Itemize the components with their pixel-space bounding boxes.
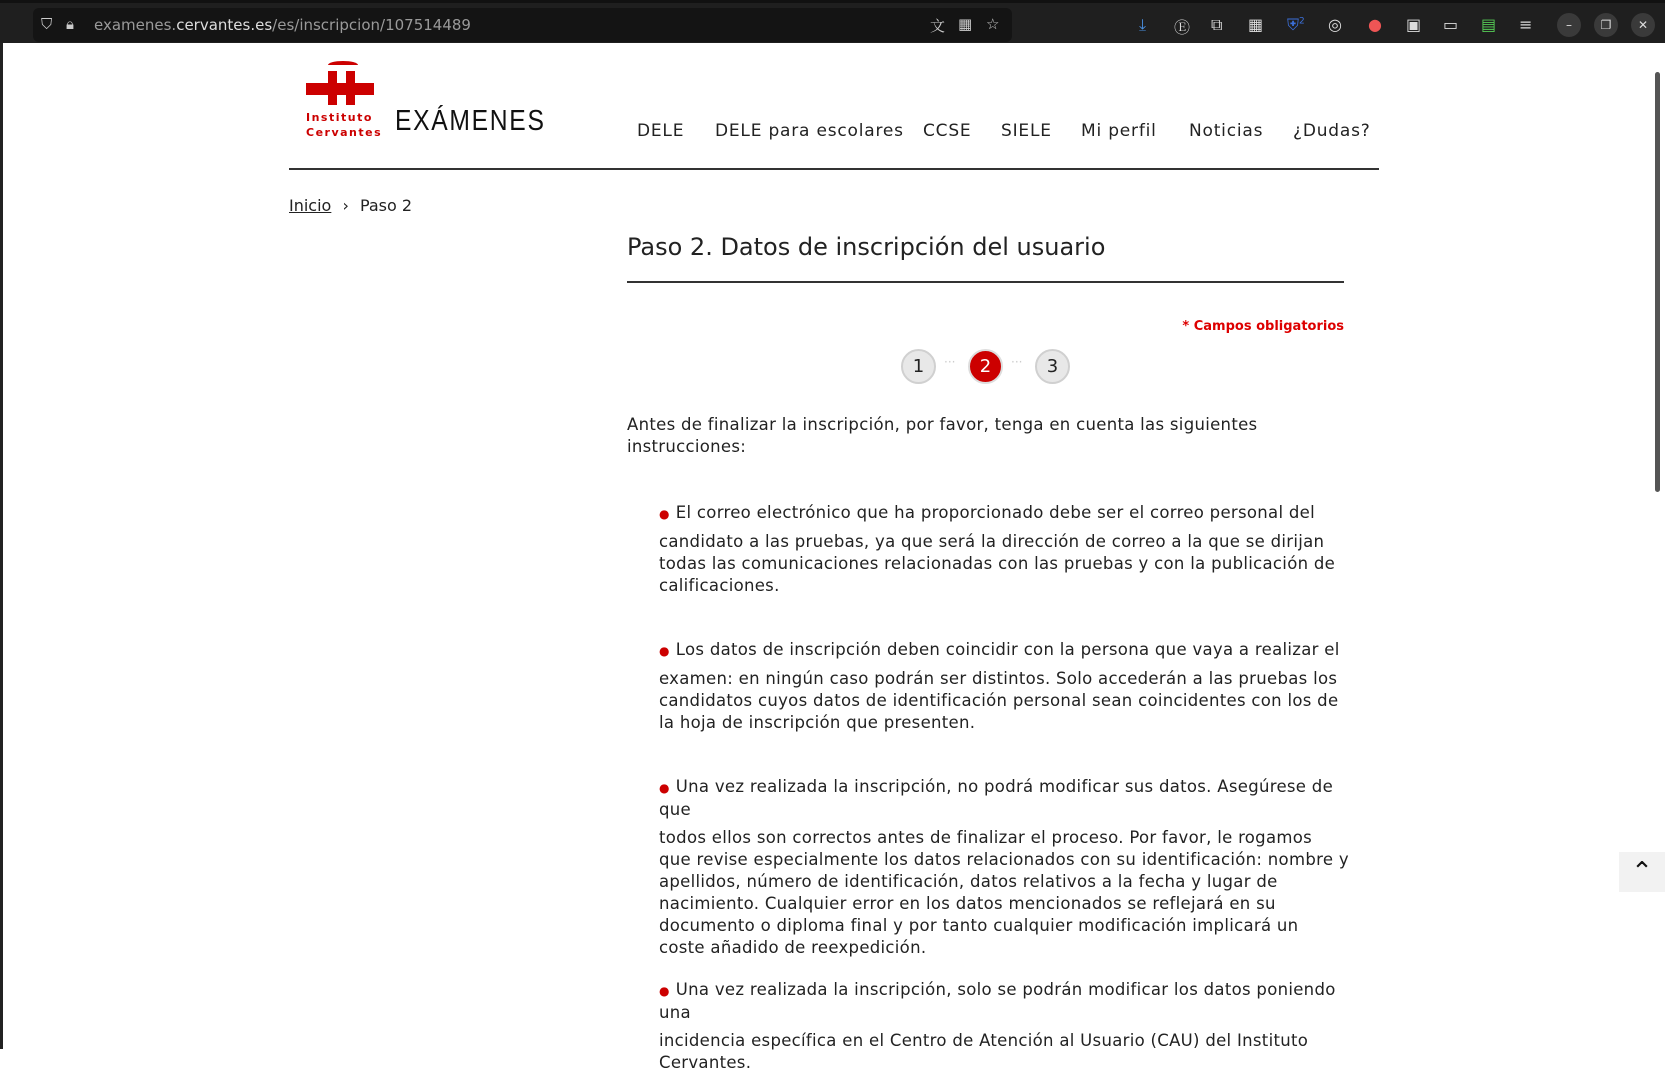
bullet-icon: ● <box>659 507 670 521</box>
title-divider <box>627 281 1344 283</box>
instruction-item: ● Una vez realizada la inscripción, solo se podrán modificar los datos poniendo una incidencia específica en el Centro de Atención al Usuario (CAU) del Instituto Cervantes. <box>659 980 1336 1072</box>
lock-icon[interactable]: 🔒︎ <box>66 15 74 33</box>
scrollbar[interactable] <box>1655 72 1660 492</box>
url-text[interactable]: examenes.cervantes.es/es/inscripcion/107514489 <box>94 16 471 34</box>
container-icon[interactable]: ▣ <box>1406 15 1422 34</box>
step-1: 1 <box>901 349 936 384</box>
apps-icon[interactable]: ▦ <box>1248 15 1264 34</box>
address-bar[interactable] <box>33 8 1012 42</box>
nav-dele-escolares[interactable]: DELE para escolares <box>715 121 904 141</box>
extension-e-icon[interactable]: Ⓔ <box>1174 18 1191 37</box>
nav-mi-perfil[interactable]: Mi perfil <box>1081 121 1157 141</box>
site-brand[interactable]: EXÁMENES <box>395 105 546 137</box>
browser-toolbar <box>0 0 1665 43</box>
privacy-icon[interactable]: ◎ <box>1328 15 1342 34</box>
step-connector: ··· <box>944 355 956 369</box>
duckduckgo-icon[interactable]: ● <box>1368 15 1382 34</box>
shield-icon[interactable]: ⛉ <box>41 15 53 33</box>
page-title: Paso 2. Datos de inscripción del usuario <box>627 233 1106 261</box>
step-2-current: 2 <box>968 349 1003 384</box>
qr-icon[interactable]: ▦ <box>958 15 973 33</box>
nav-noticias[interactable]: Noticias <box>1189 121 1264 141</box>
minimize-button[interactable]: – <box>1557 13 1581 37</box>
breadcrumb-home-link[interactable]: Inicio <box>289 196 332 215</box>
nav-ccse[interactable]: CCSE <box>923 121 972 141</box>
instruction-item: ● El correo electrónico que ha proporcionado debe ser el correo personal del candidato a las pruebas, ya que será la dirección de correo a la que se dirijan todas las comunicaciones relacionadas con las pruebas y con la publicación de calificaciones. <box>659 503 1336 595</box>
instituto-cervantes-logo[interactable]: Instituto Cervantes <box>306 61 382 139</box>
extension-green-icon[interactable]: ▤ <box>1481 15 1497 34</box>
required-fields-note: * Campos obligatorios <box>1182 319 1344 334</box>
nav-dele[interactable]: DELE <box>637 121 685 141</box>
step-connector: ··· <box>1011 355 1023 369</box>
bullet-icon: ● <box>659 781 670 795</box>
scroll-to-top-button[interactable] <box>1619 852 1665 892</box>
breadcrumb <box>289 196 412 215</box>
close-button[interactable]: ✕ <box>1631 13 1655 37</box>
step-3: 3 <box>1035 349 1070 384</box>
bitwarden-icon[interactable]: ⛨$^2$ <box>1287 15 1305 34</box>
instruction-item: ● Los datos de inscripción deben coincidir con la persona que vaya a realizar el examen: en ningún caso podrán ser distintos. Solo accederán a las pruebas los candidatos cuyos datos de identificación personal sean coincidentes con los de la hoja de inscripción que presenten. <box>659 640 1340 732</box>
page <box>0 43 1665 1072</box>
header-divider <box>289 168 1379 170</box>
bullet-icon: ● <box>659 984 670 998</box>
bullet-icon: ● <box>659 644 670 658</box>
bookmark-star-icon[interactable]: ☆ <box>986 15 1000 33</box>
download-icon[interactable]: ⤓ <box>1139 15 1147 34</box>
menu-icon[interactable]: ≡ <box>1519 15 1533 34</box>
instruction-item: ● Una vez realizada la inscripción, no podrá modificar sus datos. Asegúrese de que todos ellos son correctos antes de finalizar el proceso. Por favor, le rogamos que revise especialmente los datos relacionados con su identificación: nombre y apellidos, número de identificación, datos relativos a la fecha y lugar de nacimiento. Cualquier error en los datos mencionados se reflejará en su documento o diploma final y por tanto cualquier modificación implicará un coste añadido de reexpedición. <box>659 777 1349 957</box>
nav-siele[interactable]: SIELE <box>1001 121 1052 141</box>
restore-button[interactable]: ❐ <box>1594 13 1618 37</box>
intro-text: Antes de finalizar la inscripción, por favor, tenga en cuenta las siguientes instrucciones: <box>627 415 1258 456</box>
breadcrumb-separator: › <box>342 196 349 215</box>
sidebar-icon[interactable]: ▭ <box>1443 15 1459 34</box>
extensions-icon[interactable]: ⧉ <box>1211 15 1223 34</box>
translate-icon[interactable]: 文 <box>930 17 946 35</box>
chevron-up-icon: ⌃ <box>1631 857 1653 887</box>
breadcrumb-current: Paso 2 <box>359 196 413 215</box>
nav-dudas[interactable]: ¿Dudas? <box>1293 121 1371 141</box>
